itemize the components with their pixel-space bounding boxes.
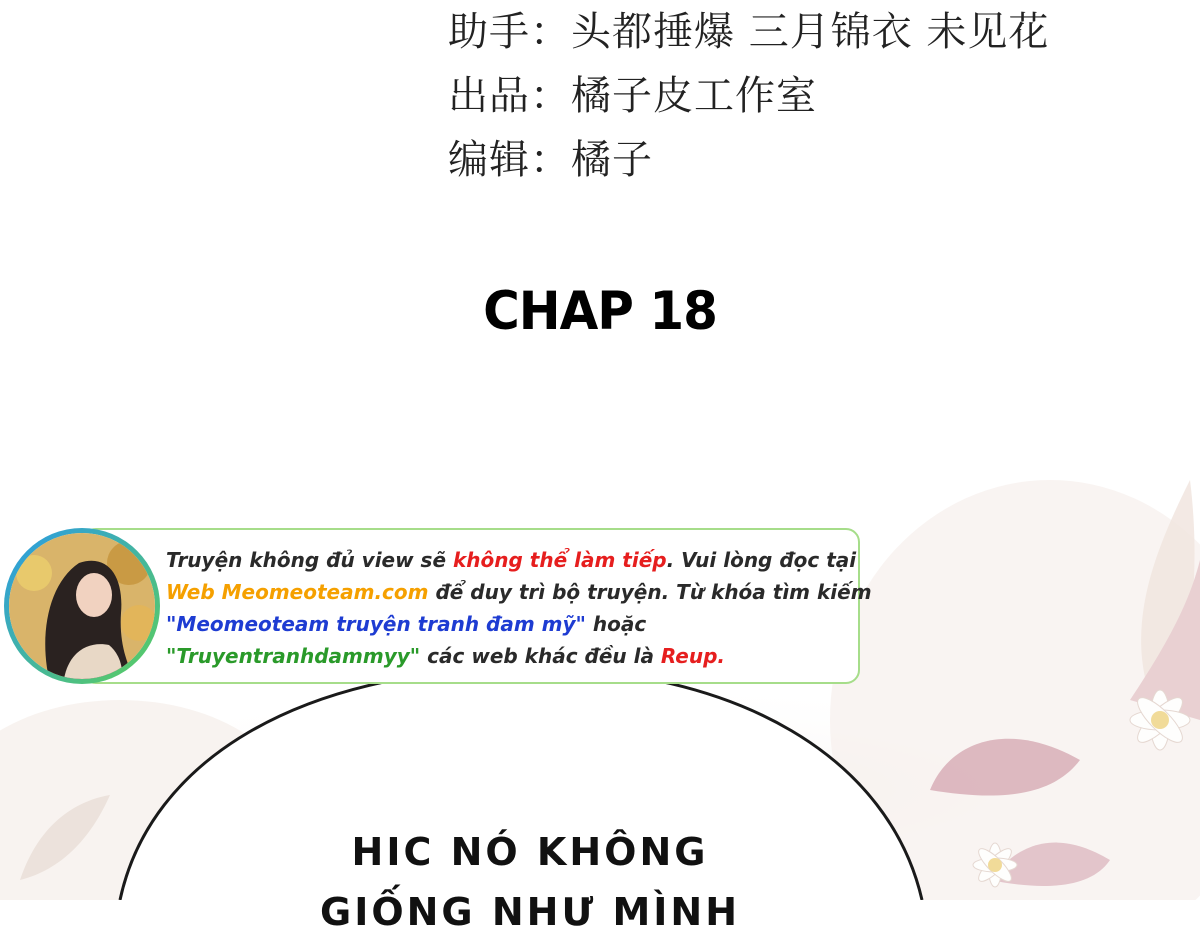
notice-line-4: "Truyentranhdammyy" các web khác đều là Reup. <box>166 644 726 668</box>
dialogue-line-2: GIỐNG NHƯ MÌNH <box>320 890 740 934</box>
dialogue-line-1: HIC NÓ KHÔNG <box>351 830 709 874</box>
credit-editor: 编辑：橘子 <box>448 137 653 183</box>
avatar <box>4 528 160 684</box>
dialogue-text <box>0 822 1060 942</box>
site-link[interactable]: Web Meomeoteam.com <box>166 580 429 604</box>
notice-line-3: "Meomeoteam truyện tranh đam mỹ" hoặc <box>166 612 647 636</box>
credit-producer: 出品：橘子皮工作室 <box>448 73 817 119</box>
notice-text <box>166 544 872 672</box>
girl-portrait-icon <box>9 533 155 679</box>
chapter-title: CHAP 18 <box>483 280 717 342</box>
notice-line-2: Web Meomeoteam.com để duy trì bộ truyện. Từ khóa tìm kiếm <box>166 580 872 604</box>
notice-banner <box>4 528 872 684</box>
notice-line-1: Truyện không đủ view sẽ không thể làm tiếp. Vui lòng đọc tại <box>166 548 857 572</box>
credit-assistants: 助手：头都捶爆 三月锦衣 未见花 <box>448 9 1050 55</box>
